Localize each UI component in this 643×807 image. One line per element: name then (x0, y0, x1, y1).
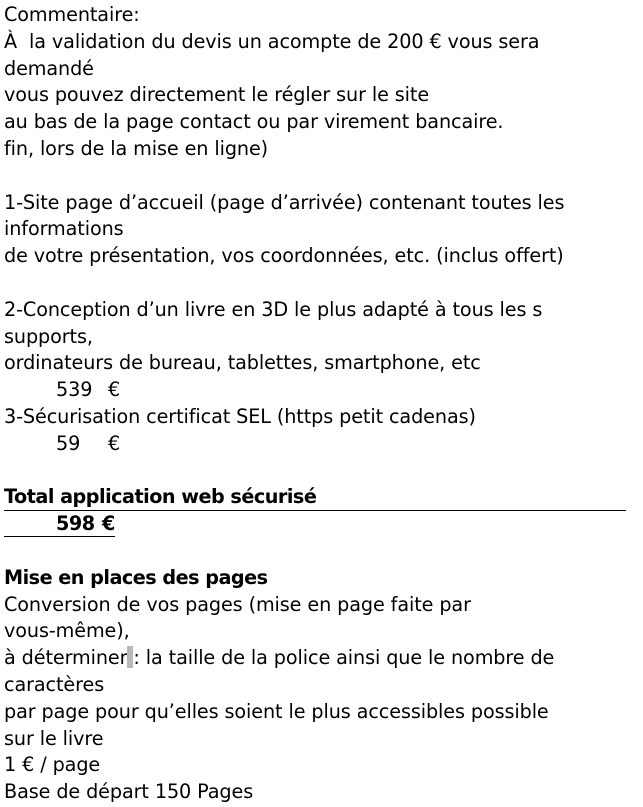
pages-line: par page pour qu’elles soient le plus accessibles possible (4, 699, 549, 723)
item1-line: 1-Site page d’accueil (page d’arrivée) contenant toutes les (4, 190, 565, 214)
item2-price: 539 (56, 378, 93, 402)
total-currency: € (102, 512, 115, 536)
comment-heading: Commentaire: (4, 3, 140, 26)
pages-line: caractères (4, 672, 105, 696)
blank-line (4, 163, 640, 190)
comment-line: fin, lors de la mise en ligne) (4, 136, 269, 160)
item2-line: ordinateurs de bureau, tablettes, smartphone, etc (4, 351, 481, 375)
pages-text-before-cursor: à déterminer (4, 646, 128, 670)
pages-line: sur le livre (4, 726, 104, 750)
blank-line (4, 270, 640, 297)
total-price: 598 (56, 512, 95, 536)
item1-line: de votre présentation, vos coordonnées, etc. (inclus offert) (4, 244, 564, 268)
quote-document (4, 2, 640, 806)
pages-text-after-cursor: : la taille de la police ainsi que le nombre de (133, 646, 555, 670)
item3-currency: € (108, 431, 121, 455)
total-label: Total application web sécurisé (4, 484, 626, 511)
pages-line-with-cursor (4, 645, 640, 672)
pages-heading: Mise en places des pages (4, 565, 268, 589)
item3-price: 59 (56, 431, 81, 455)
comment-line: À la validation du devis un acompte de 200 € vous sera (4, 29, 540, 53)
pages-base: Base de départ 150 Pages (4, 780, 254, 804)
item2-currency: € (108, 378, 121, 402)
item3-line: 3-Sécurisation certificat SEL (https petit cadenas) (4, 404, 476, 428)
comment-line: au bas de la page contact ou par virement bancaire. (4, 110, 504, 134)
item1-line: informations (4, 217, 124, 241)
total-amount (4, 511, 115, 537)
blank-line (4, 538, 640, 565)
item2-line: supports, (4, 324, 93, 348)
blank-line (4, 458, 640, 485)
total-price-row (4, 511, 640, 538)
pages-line: Conversion de vos pages (mise en page faite par (4, 592, 471, 616)
item2-line: 2-Conception d’un livre en 3D le plus adapté à tous les s (4, 297, 543, 321)
item2-price-row (4, 377, 640, 404)
pages-line: vous-même), (4, 619, 130, 643)
pages-rate: 1 € / page (4, 753, 101, 777)
comment-line: demandé (4, 56, 94, 80)
comment-line: vous pouvez directement le régler sur le site (4, 83, 430, 107)
item3-price-row (4, 431, 640, 458)
